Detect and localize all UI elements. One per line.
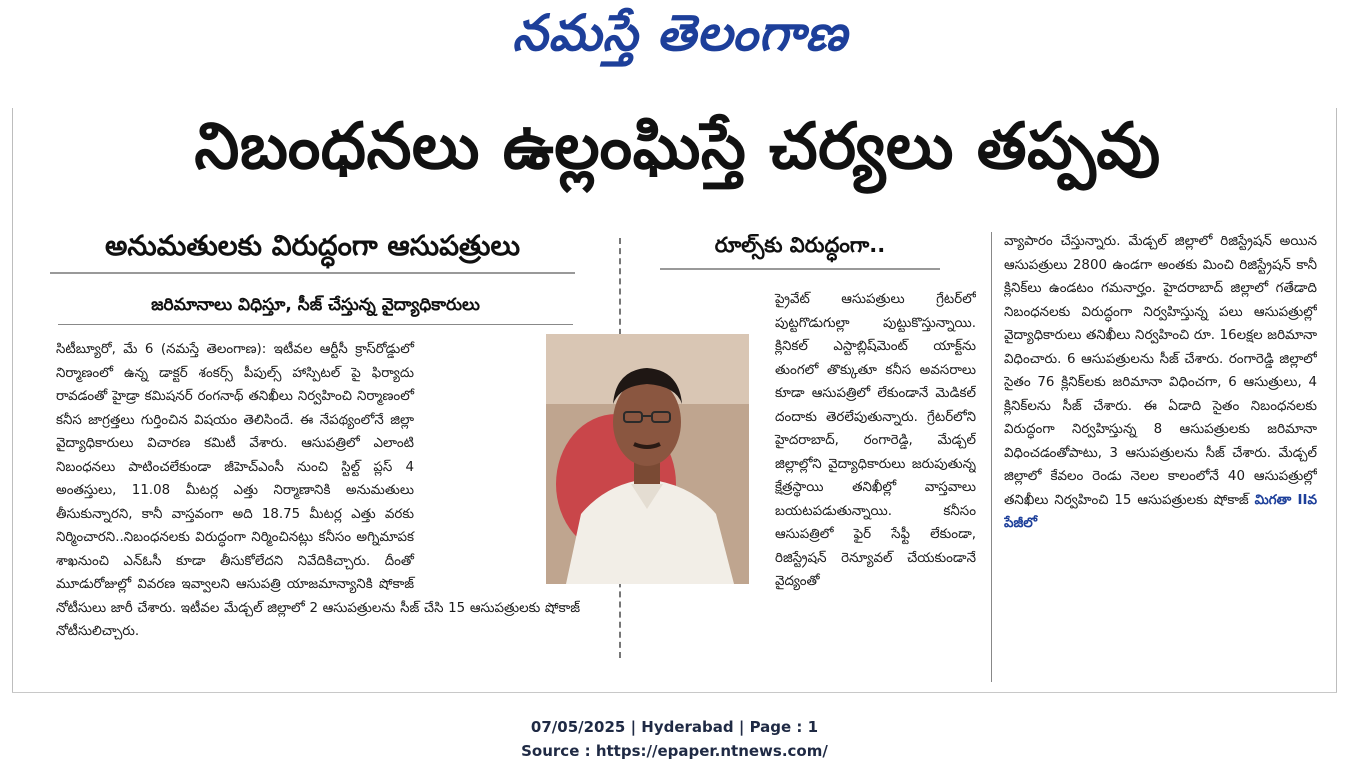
official-portrait-photo bbox=[546, 334, 749, 584]
left-border-rule bbox=[12, 108, 13, 692]
footer-date-line: 07/05/2025 | Hyderabad | Page : 1 bbox=[530, 718, 819, 736]
left-column-body: సిటీబ్యూరో, మే 6 (నమస్తే తెలంగాణ): ఇటీవల ఆర్టీసీ క్రాస్‌రోడ్డులో నిర్మాణంలో ఉన్న డాక్టర్ శంకర్స్ పీపుల్స్ హాస్పిటల్ పై ఫిర్యాదు రావడంతో హైడ్రా కమిషనర్ రంగనాథ్ తనిఖీలు నిర్వహించి నిర్మాణంలో కనీస జాగ్రత్తలు గుర్తించిన విషయం తెలిసిందే. ఈ నేపథ్యంలోనే జిల్లా వైద్యాధికారులు విచారణ కమిటీ వేశారు. ఆసుపత్రిలో ఎలాంటి నిబంధనలు పాటించలేకుండా జీహెచ్ఎంసీ నుంచి స్టిల్ట్ ప్లస్ 4 అంతస్తులు, 11.08 మీటర్ల ఎత్తు నిర్మాణానికి అనుమతులు తీసుకున్నారని, కానీ వాస్తవంగా అది 18.75 మీటర్ల ఎత్తు వరకు నిర్మించారని..నిబంధనలకు విరుద్ధంగా నిర్మించినట్లు కనీసం అగ్నిమాపక శాఖనుంచి ఎన్‌ఓసీ కూడా తీసుకోలేదని నివేదికిచ్చారు. దీంతో మూడురోజుల్లో వివరణ ఇవ్వాలని ఆసుపత్రి యాజమాన్యానికి షోకాజ్ నోటీసులు జారీ చేశారు. ఇటీవల మేడ్చల్ జిల్లాలో 2 ఆసుపత్రులను సీజ్ చేసి 15 ఆసుపత్రులకు షోకాజ్ నోటీసులిచ్చారు. bbox=[56, 342, 580, 639]
portrait-illustration bbox=[546, 334, 749, 584]
continued-note: మిగతా IIవ పేజీలో bbox=[1004, 492, 1317, 531]
middle-subhead bbox=[660, 228, 940, 270]
left-tagline-text: జరిమానాలు విధిస్తూ, సీజ్ చేస్తున్న వైద్యాధికారులు bbox=[151, 295, 480, 315]
right-column-body: వ్యాపారం చేస్తున్నారు. మేడ్చల్ జిల్లాలో రిజిస్ట్రేషన్ అయిన ఆసుపత్రులు 2800 ఉండగా అంతకు మించి రిజిస్ట్రేషన్ కానీ క్లినిక్‌లు ఉండటం గమనార్హం. హైదరాబాద్ జిల్లాలో గతేడాది నిబంధనలకు విరుద్ధంగా నిర్వహిస్తున్న పలు ఆసుపత్రుల్లో వైద్యాధికారులు తనిఖీలు నిర్వహించి రూ. 16లక్షల జరిమానా విధించారు. 6 ఆసుపత్రులను సీజ్ చేశారు. రంగారెడ్డి జిల్లాలో సైతం 76 క్లినిక్‌లకు జరిమానా విధించగా, 6 ఆసుత్రులు, 4 క్లినిక్‌లను సీజ్ చేశారు. ఈ ఏడాది సైతం నిబంధనలకు విరుద్ధంగా నిర్వహిస్తున్న 8 ఆసుపత్రులకు జరిమానా విధించడంతోపాటు, 3 ఆసుపత్రులను సీజ్ చేశారు. మేడ్చల్ జిల్లాలో కేవలం రెండు నెలల కాలంలోనే 40 ఆసుపత్రుల్లో తనిఖీలు నిర్వహించి 15 ఆసుపత్రులకు షోకాజ్ bbox=[1004, 234, 1317, 508]
footer-source-line: Source : https://epaper.ntnews.com/ bbox=[521, 742, 828, 760]
right-border-rule bbox=[1336, 108, 1337, 692]
masthead bbox=[470, 4, 890, 74]
left-column-article bbox=[56, 338, 580, 678]
left-subhead bbox=[50, 226, 575, 274]
headline-text: నిబంధనలు ఉల్లంఘిస్తే చర్యలు తప్పవు bbox=[194, 109, 1161, 184]
left-subhead-text: అనుమతులకు విరుద్ధంగా ఆసుపత్రులు bbox=[104, 229, 521, 262]
middle-column-body: ప్రైవేట్ ఆసుపత్రులు గ్రేటర్‌లో పుట్టగొడుగుల్లా పుట్టుకొస్తున్నాయి. క్లినికల్ ఎస్టాబ్లిష్‌మెంట్ యాక్ట్‌ను తుంగలో తొక్కుతూ కనీస అవసరాలు కూడా ఆసుపత్రిలో లేకుండానే మెడికల్ దందాకు తెరలేపుతున్నారు. గ్రేటర్‌లోని హైదరాబాద్, రంగారెడ్డి, మేడ్చల్ జిల్లాల్లోని వైద్యాధికారులు జరుపుతున్న క్షేత్రస్థాయి తనిఖీల్లో వాస్తవాలు బయటపడుతున్నాయి. కనీసం ఆసుపత్రిలో ఫైర్ సేఫ్టీ లేకుండా, రిజిస్ట్రేషన్ రెన్యూవల్ చేయకుండానే వైద్యంతో bbox=[775, 292, 976, 589]
main-headline bbox=[30, 108, 1325, 200]
column-divider-solid bbox=[991, 232, 992, 682]
masthead-logo: నమస్తే తెలంగాణ bbox=[512, 3, 848, 62]
left-tagline bbox=[58, 290, 573, 325]
footer-rule bbox=[12, 692, 1337, 693]
middle-subhead-text: రూల్స్‌కు విరుద్ధంగా.. bbox=[714, 233, 886, 257]
right-column-article bbox=[1004, 230, 1317, 680]
